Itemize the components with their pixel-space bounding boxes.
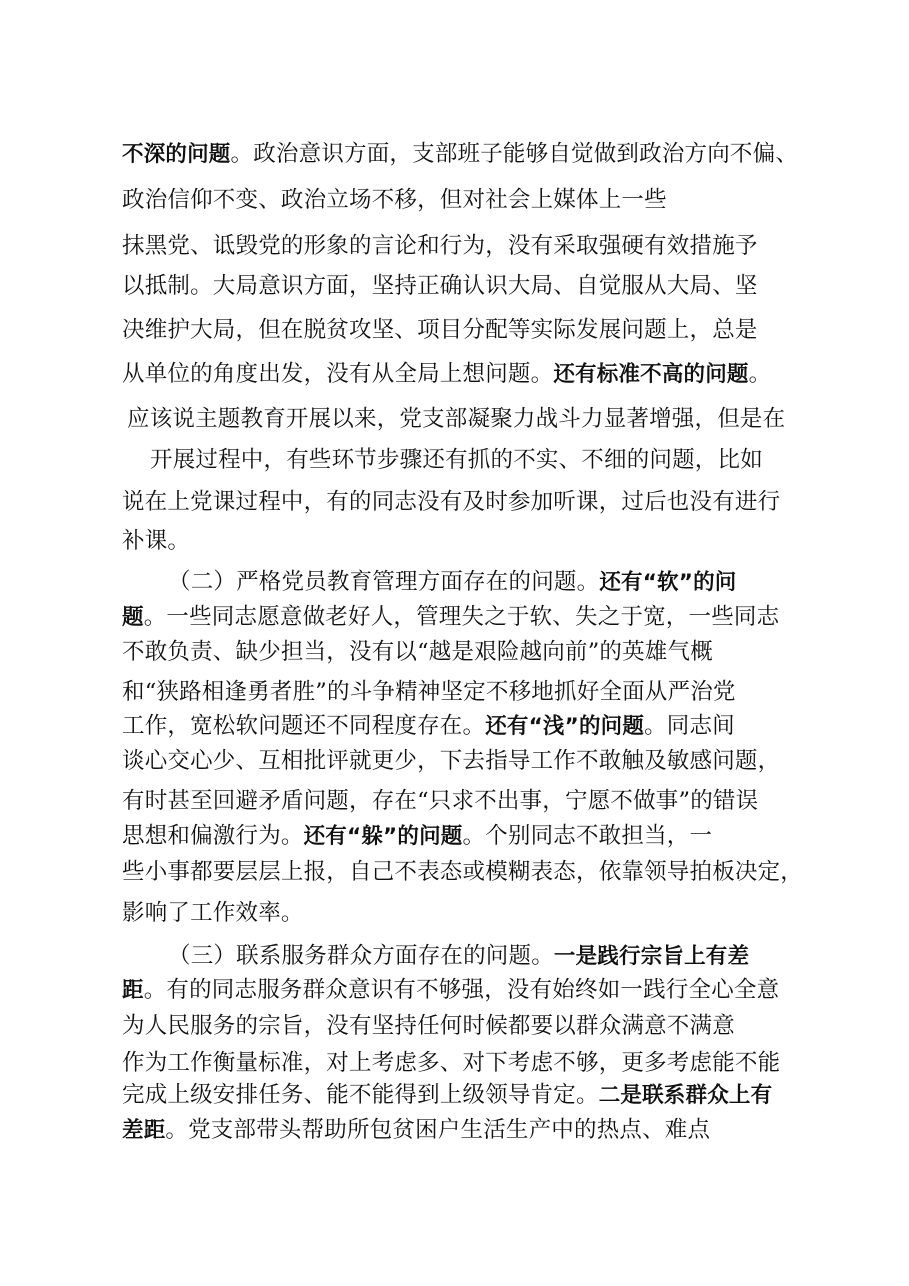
bold-run: 距 — [122, 978, 144, 1003]
text-run: 影响了工作效率。 — [122, 900, 304, 926]
text-run: 谈心交心少、互相批评就更少，下去指导工作不敢触及敏感问题， — [122, 748, 781, 774]
text-run: 思想和偏激行为。 — [122, 823, 304, 849]
text-line — [122, 315, 758, 345]
bold-run: 一是践行宗旨上有差 — [553, 944, 750, 969]
text-line — [122, 231, 758, 261]
text-line — [122, 637, 713, 667]
text-line — [122, 1115, 710, 1146]
bold-run: 还有“软”的问 — [599, 570, 737, 595]
text-line — [168, 941, 749, 972]
bold-run: 题 — [122, 605, 144, 630]
text-line — [127, 404, 785, 434]
text-run: （二）严格党员教育管理方面存在的问题。 — [168, 569, 600, 595]
text-line — [150, 445, 763, 475]
text-line — [122, 711, 735, 742]
text-line — [122, 677, 736, 707]
text-line — [122, 1011, 735, 1041]
text-run: 以抵制。大局意识方面，坚持正确认识大局、自觉服从大局、坚 — [122, 273, 758, 299]
text-run: 不敢负责、缺少担当，没有以“越是艰险越向前”的英雄气概 — [122, 639, 713, 665]
text-line — [122, 487, 780, 517]
text-run: 完成上级安排任务、能不能得到上级领导肯定。 — [122, 1082, 599, 1108]
text-run: 。一些同志愿意做老好人，管理失之于软、失之于宽，一些同志 — [143, 604, 780, 630]
text-run: 应该说主题教育开展以来，党支部凝聚力战斗力显著增强，但是在 — [127, 406, 786, 432]
text-line — [168, 567, 736, 598]
text-run: 有时甚至回避矛盾问题，存在“只求不出事，宁愿不做事”的错误 — [122, 788, 759, 814]
text-run: 。政治意识方面，支部班子能够自觉做到政治方向不偏、 — [230, 141, 799, 167]
text-line — [122, 786, 758, 816]
text-line — [122, 139, 798, 170]
text-run: （三）联系服务群众方面存在的问题。 — [168, 943, 554, 969]
text-line — [122, 857, 803, 887]
text-line — [122, 1080, 772, 1111]
text-run: 。党支部带头帮助所包贫困户生活生产中的热点、难点 — [165, 1117, 711, 1143]
bold-run: 不深的问题 — [122, 142, 231, 167]
bold-run: 还有“躲”的问题 — [303, 824, 463, 849]
text-line — [122, 746, 780, 776]
text-run: 和“狭路相逢勇者胜”的斗争精神坚定不移地抓好全面从严治党 — [122, 679, 736, 705]
text-run: 。 — [748, 361, 772, 387]
text-run: 作为工作衡量标准，对上考虑多、对下考虑不够，更多考虑能不能 — [122, 1050, 781, 1076]
text-line — [122, 975, 779, 1006]
text-run: 决维护大局，但在脱贫攻坚、项目分配等实际发展问题上，总是 — [122, 317, 758, 343]
bold-run: 还有“浅”的问题 — [485, 714, 645, 739]
text-run: 些小事都要层层上报，自己不表态或模糊表态，依靠领导拍板决定， — [122, 859, 804, 885]
bold-run: 二是联系群众上有 — [598, 1083, 773, 1108]
text-run: 政治信仰不变、政治立场不移，但对社会上媒体上一些 — [122, 187, 667, 213]
text-line — [122, 821, 712, 852]
text-run: 。个别同志不敢担当，一 — [462, 823, 713, 849]
text-line — [122, 271, 758, 301]
bold-run: 还有标准不高的问题 — [553, 362, 749, 387]
text-line — [122, 1048, 780, 1078]
text-run: 抹黑党、诋毁党的形象的言论和行为，没有采取强硬有效措施予 — [122, 233, 758, 259]
text-line — [122, 185, 667, 215]
text-line — [122, 359, 771, 390]
text-run: 补课。 — [122, 528, 191, 554]
text-run: 。有的同志服务群众意识有不够强，没有始终如一践行全心全意 — [143, 977, 780, 1003]
text-run: 工作，宽松软问题还不同程度存在。 — [122, 713, 486, 739]
text-run: 开展过程中，有些环节步骤还有抓的不实、不细的问题，比如 — [150, 447, 763, 473]
text-line — [122, 898, 304, 928]
text-run: 。同志间 — [644, 713, 735, 739]
text-run: 为人民服务的宗旨，没有坚持任何时候都要以群众满意不满意 — [122, 1013, 735, 1039]
bold-run: 差距 — [122, 1118, 166, 1143]
text-line — [122, 526, 190, 556]
text-run: 说在上党课过程中，有的同志没有及时参加听课，过后也没有进行 — [122, 489, 781, 515]
text-run: 从单位的角度出发，没有从全局上想问题。 — [122, 361, 554, 387]
text-line — [122, 602, 779, 633]
